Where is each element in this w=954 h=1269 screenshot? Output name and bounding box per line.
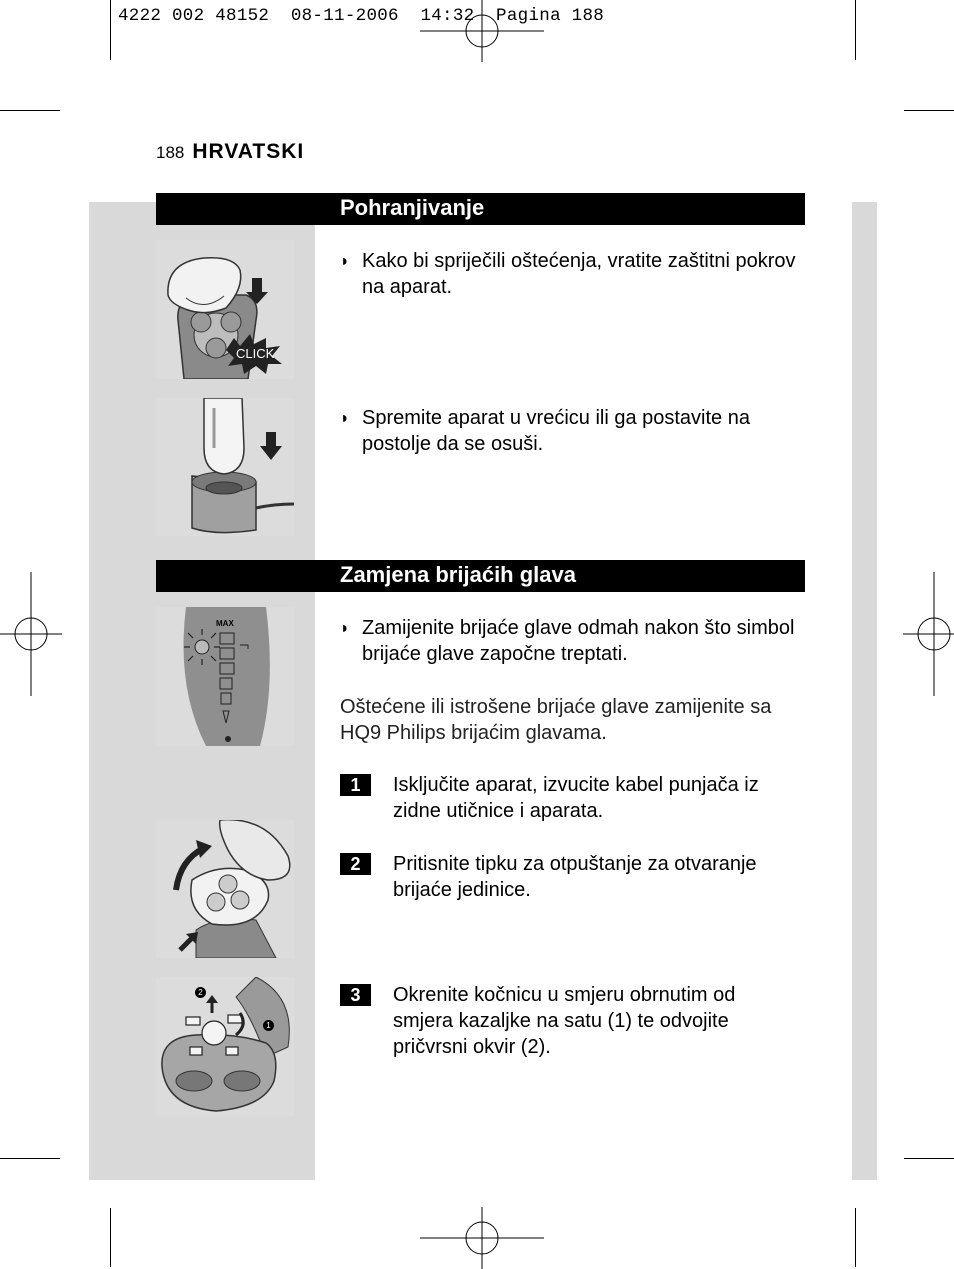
crop-mark — [855, 1208, 856, 1267]
replace-info-paragraph: Oštećene ili istrošene brijaće glave zamijenite sa HQ9 Philips brijaćim glavama. — [340, 696, 772, 744]
step-number: 2 — [340, 853, 371, 875]
storage-bullet-2 — [340, 405, 800, 457]
right-gray-column — [852, 202, 877, 1180]
illustration-stand — [156, 398, 294, 536]
step-text: Isključite aparat, izvucite kabel punjača iz zidne utičnice i aparata. — [393, 774, 759, 822]
bullet-icon: ◗ — [340, 410, 350, 427]
crop-mark — [0, 110, 60, 111]
step-mark-1: 1 — [263, 1020, 274, 1031]
step-text: Okrenite kočnicu u smjeru obrnutim od smjera kazaljke na satu (1) te odvojite pričvrsni okvir (2). — [393, 984, 736, 1058]
step-3 — [340, 982, 800, 1060]
illustration-cap-click — [156, 240, 294, 379]
registration-mark-icon — [420, 1207, 544, 1269]
page-number: 188 — [156, 143, 185, 162]
replace-bullet-1 — [340, 615, 800, 667]
step-number: 3 — [340, 984, 371, 1006]
step-1 — [340, 772, 800, 824]
section-title-replace-heads: Zamjena brijaćih glava — [156, 560, 805, 592]
page-language: HRVATSKI — [192, 140, 305, 163]
crop-mark — [855, 0, 856, 60]
crop-mark — [110, 0, 111, 60]
crop-mark — [904, 1158, 954, 1159]
bullet-icon: ◗ — [340, 253, 350, 270]
registration-mark-icon — [420, 0, 544, 62]
crop-mark — [904, 110, 954, 111]
storage-bullet-2-text: Spremite aparat u vrećicu ili ga postavite na postolje da se osuši. — [362, 407, 750, 455]
step-mark-2: 2 — [195, 987, 206, 998]
click-label: CLICK — [236, 346, 275, 361]
print-header: 4222 002 48152 08-11-2006 14:32 Pagina 188 — [118, 6, 605, 26]
crop-mark — [110, 1208, 111, 1267]
replace-bullet-1-text: Zamijenite brijaće glave odmah nakon što simbol brijaće glave započne treptati. — [362, 617, 795, 665]
crop-mark — [0, 1158, 60, 1159]
illustration-retaining-frame — [156, 977, 294, 1116]
illustration-display — [156, 607, 294, 746]
section-title-storage: Pohranjivanje — [156, 193, 805, 225]
max-label: MAX — [216, 619, 234, 628]
step-2 — [340, 851, 800, 903]
registration-mark-icon — [0, 572, 62, 696]
step-text: Pritisnite tipku za otpuštanje za otvaranje brijaće jedinice. — [393, 853, 757, 901]
bullet-icon: ◗ — [340, 620, 350, 637]
registration-mark-icon — [903, 572, 954, 696]
illustration-open-unit — [156, 820, 294, 958]
step-number: 1 — [340, 774, 371, 796]
page-header — [156, 140, 304, 164]
storage-bullet-1 — [340, 248, 800, 300]
storage-bullet-1-text: Kako bi spriječili oštećenja, vratite zaštitni pokrov na aparat. — [362, 250, 796, 298]
